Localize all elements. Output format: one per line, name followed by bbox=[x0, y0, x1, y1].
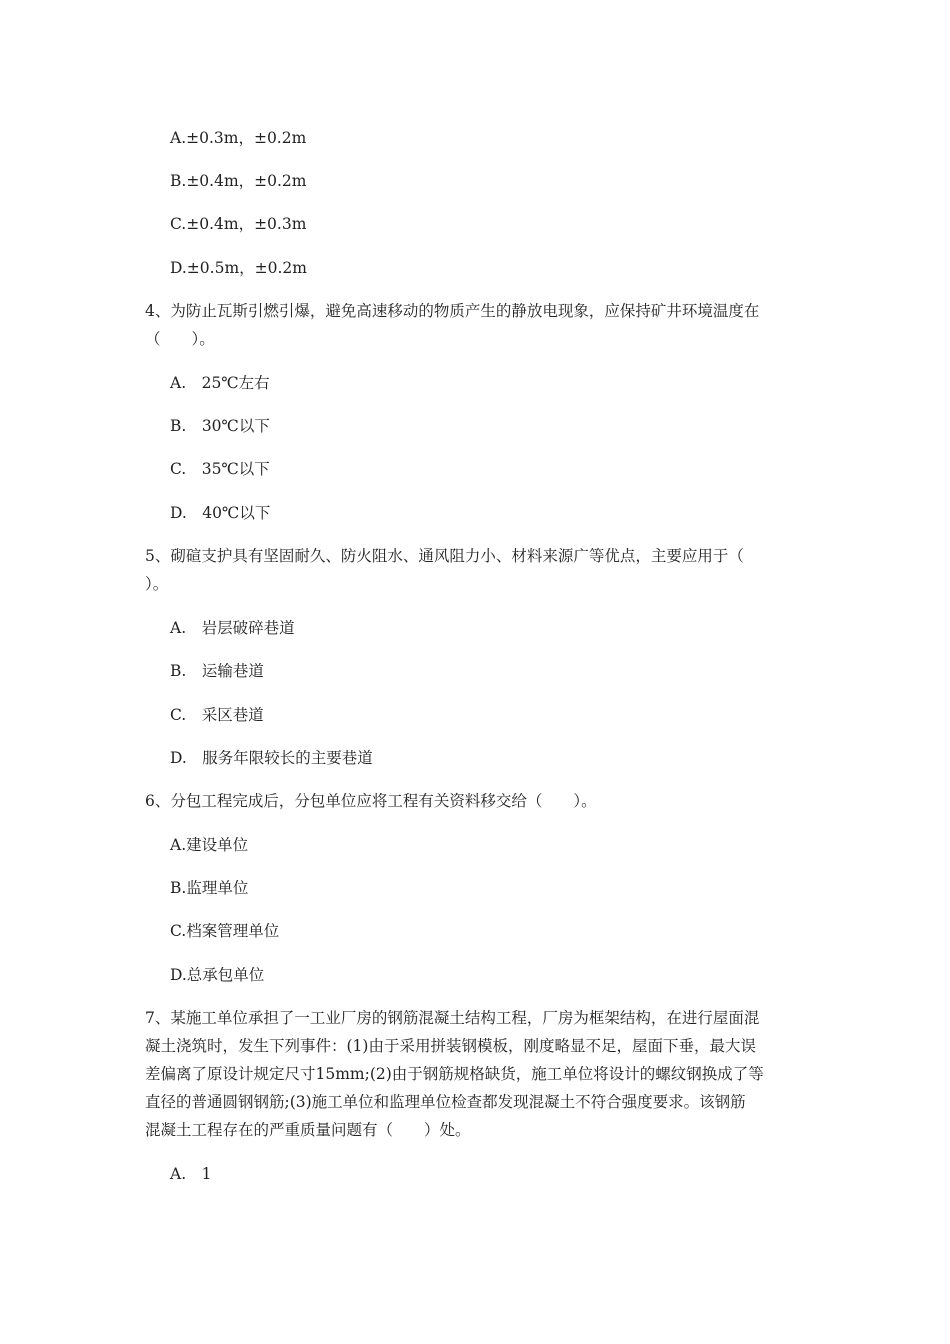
q7-stem-line-4: 直径的普通圆钢钢筋;(3)施工单位和监理单位检查都发现混凝土不符合强度要求。该钢筋 bbox=[145, 1093, 746, 1111]
q3-option-d: D.±0.5m，±0.2m bbox=[170, 259, 307, 277]
q7-stem-line-5: 混凝土工程存在的严重质量问题有（ ）处。 bbox=[145, 1121, 471, 1139]
q6-option-a: A.建设单位 bbox=[170, 836, 249, 854]
q7-stem-line-3: 差偏离了原设计规定尺寸15mm;(2)由于钢筋规格缺货，施工单位将设计的螺纹钢换成了等 bbox=[145, 1065, 764, 1083]
q3-option-c: C.±0.4m，±0.3m bbox=[170, 215, 307, 233]
q6-option-b: B.监理单位 bbox=[170, 879, 249, 897]
q4-option-c: C. 35℃以下 bbox=[170, 460, 270, 478]
q6-option-d: D.总承包单位 bbox=[170, 966, 265, 984]
q7-stem-line-2: 凝土浇筑时，发生下列事件：(1)由于采用拼装钢模板，刚度略显不足，屋面下垂，最大误 bbox=[145, 1037, 756, 1055]
q4-stem-line-2: （ ）。 bbox=[145, 330, 215, 348]
q3-option-a: A.±0.3m，±0.2m bbox=[170, 129, 307, 147]
q5-option-a: A. 岩层破碎巷道 bbox=[170, 619, 295, 637]
q4-option-a: A. 25℃左右 bbox=[170, 374, 270, 392]
q5-stem-line-2: ）。 bbox=[145, 575, 169, 593]
q6-option-c: C.档案管理单位 bbox=[170, 922, 280, 940]
q4-stem-line-1: 4、为防止瓦斯引燃引爆，避免高速移动的物质产生的静放电现象，应保持矿井环境温度在 bbox=[145, 302, 760, 320]
q5-option-b: B. 运输巷道 bbox=[170, 662, 264, 680]
q3-option-b: B.±0.4m，±0.2m bbox=[170, 172, 307, 190]
q7-stem-line-1: 7、某施工单位承担了一工业厂房的钢筋混凝土结构工程，厂房为框架结构，在进行屋面混 bbox=[145, 1009, 760, 1027]
q6-stem-line-1: 6、分包工程完成后，分包单位应将工程有关资料移交给（ ）。 bbox=[145, 792, 597, 810]
q5-option-c: C. 采区巷道 bbox=[170, 706, 264, 724]
q5-stem-line-1: 5、砌碹支护具有坚固耐久、防火阻水、通风阻力小、材料来源广等优点，主要应用于（ bbox=[145, 547, 744, 565]
q4-option-d: D. 40℃以下 bbox=[170, 504, 271, 522]
q4-option-b: B. 30℃以下 bbox=[170, 417, 270, 435]
q5-option-d: D. 服务年限较长的主要巷道 bbox=[170, 749, 373, 767]
q7-option-a: A. 1 bbox=[170, 1165, 212, 1183]
